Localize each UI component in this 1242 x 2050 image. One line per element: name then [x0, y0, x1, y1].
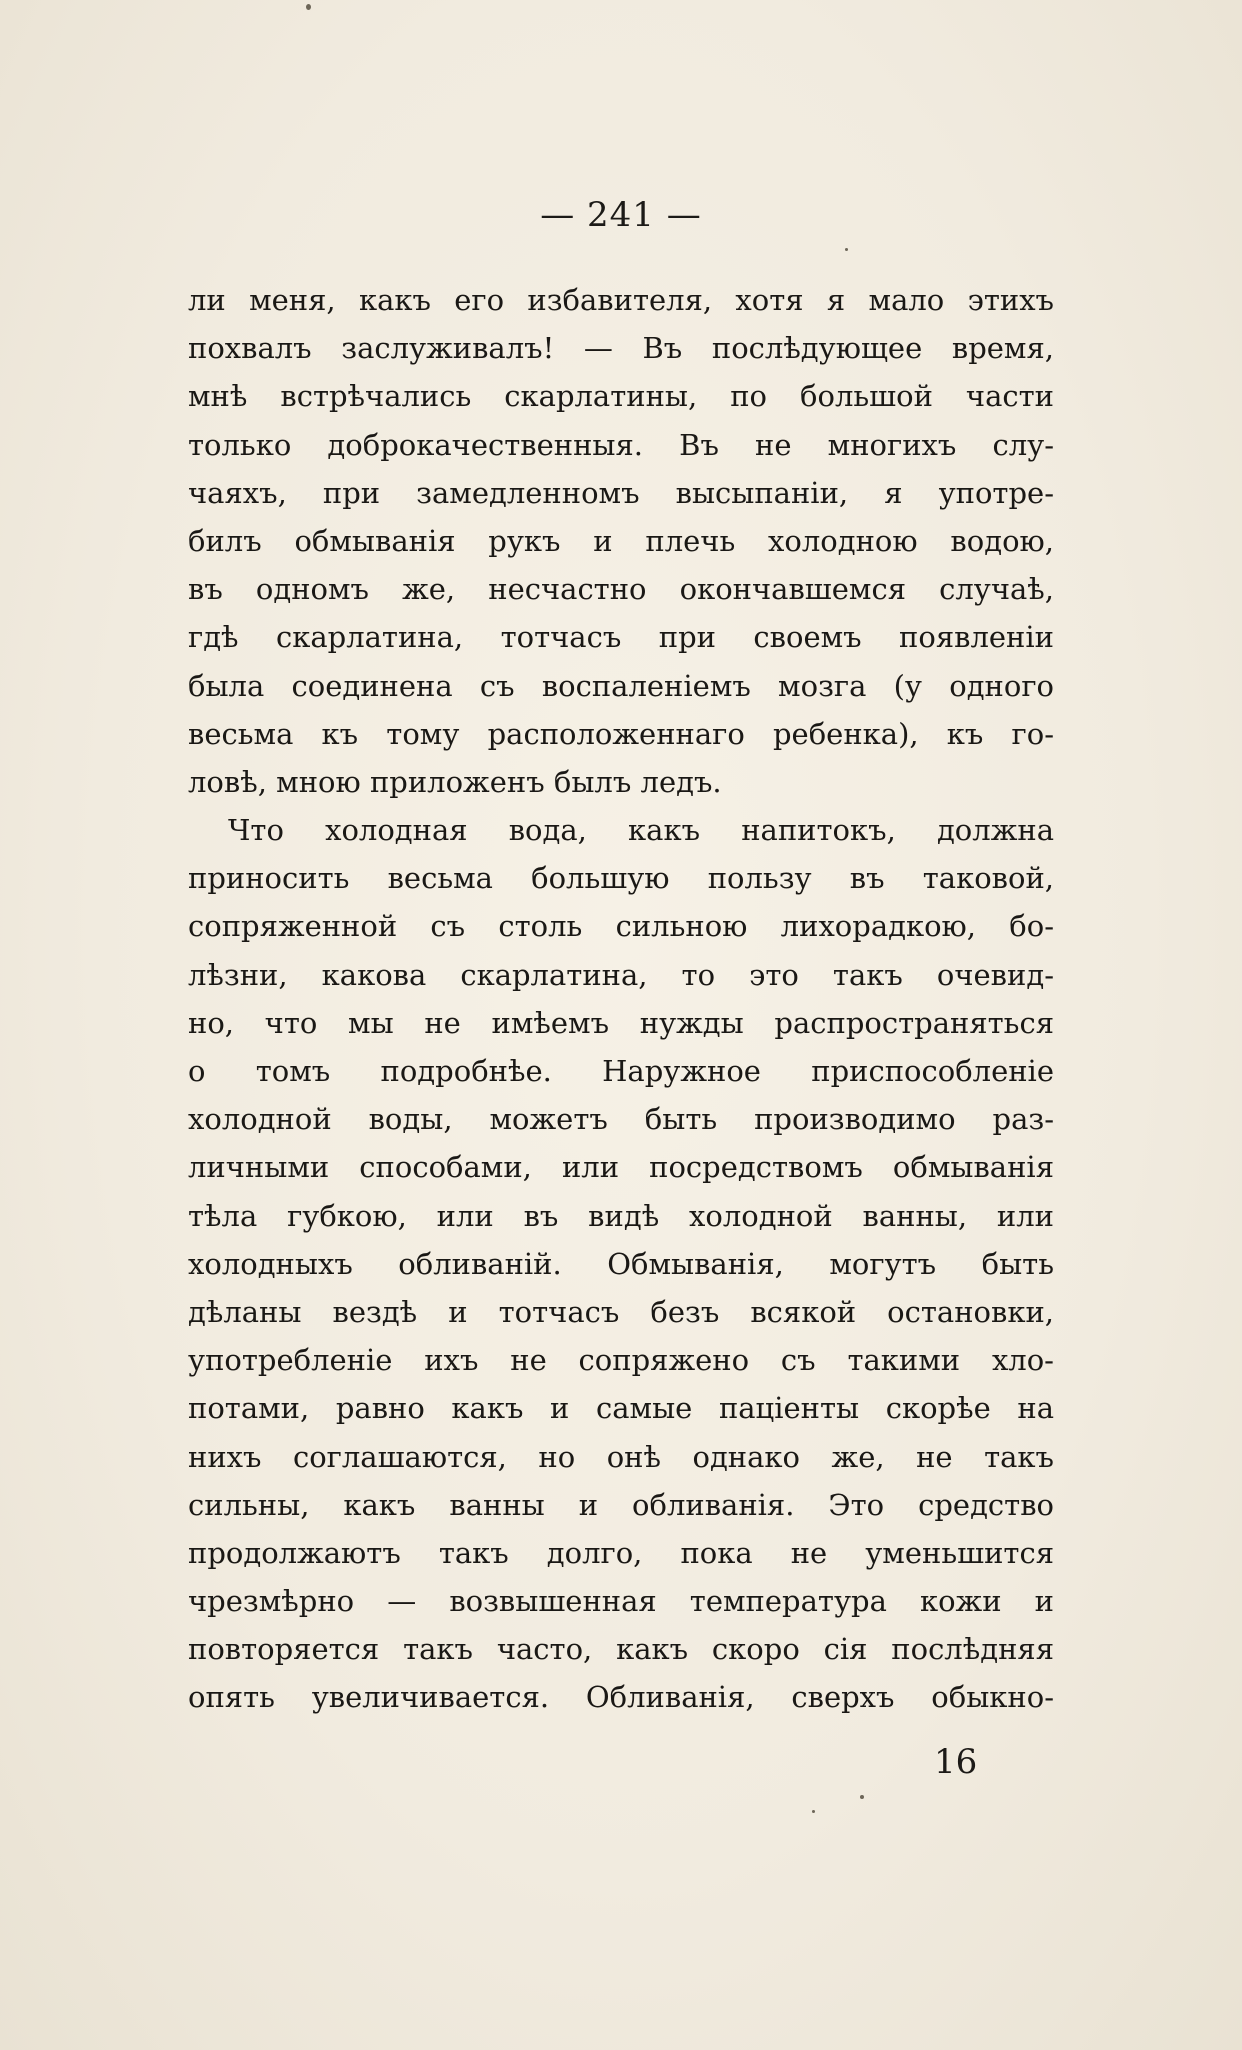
signature-mark: 16: [934, 1742, 978, 1782]
text-line: сильны, какъ ванны и обливанія. Это средство: [188, 1487, 1054, 1522]
paragraph-end-line: ловѣ, мною приложенъ былъ ледъ.: [188, 764, 722, 799]
text-line: холодной воды, можетъ быть производимо раз-: [188, 1102, 1054, 1137]
text-line: мнѣ встрѣчались скарлатины, по большой части: [188, 379, 1054, 414]
paper-speck: [306, 4, 311, 10]
text-line: повторяется такъ часто, какъ скоро сія послѣдняя: [188, 1632, 1054, 1667]
text-line: билъ обмыванія рукъ и плечь холодною водою,: [188, 523, 1054, 558]
text-line: была соединена съ воспаленіемъ мозга (у одного: [188, 668, 1054, 703]
text-line: о томъ подробнѣе. Наружное приспособленіе: [188, 1054, 1054, 1088]
text-line: тѣла губкою, или въ видѣ холодной ванны, или: [188, 1198, 1054, 1233]
text-line: нихъ соглашаются, но онѣ однако же, не такъ: [188, 1439, 1054, 1474]
text-line: сопряженной съ столь сильною лихорадкою, бо-: [188, 909, 1054, 944]
text-line: чаяхъ, при замедленномъ высыпаніи, я употре-: [188, 475, 1054, 510]
text-line: употребленіе ихъ не сопряжено съ такими хло-: [188, 1343, 1054, 1378]
text-line: ли меня, какъ его избавителя, хотя я мало этихъ: [188, 283, 1054, 317]
text-line: потами, равно какъ и самые паціенты скорѣе на: [188, 1391, 1054, 1426]
text-line: лѣзни, какова скарлатина, то это такъ очевид-: [188, 957, 1054, 992]
paper-speck: [845, 248, 848, 251]
text-line: приносить весьма большую пользу въ таковой,: [188, 861, 1054, 896]
paragraph-start-line: Что холодная вода, какъ напитокъ, должна: [228, 813, 1054, 848]
text-line: но, что мы не имѣемъ нужды распространяться: [188, 1005, 1054, 1040]
text-line: холодныхъ обливаній. Обмыванія, могутъ быть: [188, 1246, 1054, 1281]
page-header: — 241 —: [540, 195, 702, 235]
text-line: дѣланы вездѣ и тотчасъ безъ всякой остановки,: [188, 1294, 1054, 1329]
text-line: личными способами, или посредствомъ обмыванія: [188, 1150, 1054, 1185]
text-line: въ одномъ же, несчастно окончавшемся случаѣ,: [188, 572, 1054, 607]
body-text: [188, 276, 1054, 1722]
text-line: только доброкачественныя. Въ не многихъ слу-: [188, 427, 1054, 462]
text-line: гдѣ скарлатина, тотчасъ при своемъ появленіи: [188, 620, 1054, 655]
text-line: чрезмѣрно — возвышенная температура кожи и: [188, 1584, 1054, 1619]
paper-speck: [860, 1795, 864, 1799]
text-line: продолжаютъ такъ долго, пока не уменьшится: [188, 1535, 1054, 1570]
text-line: весьма къ тому расположеннаго ребенка), къ го-: [188, 716, 1054, 751]
text-line: похвалъ заслуживалъ! — Въ послѣдующее время,: [188, 331, 1054, 366]
paper-speck: [812, 1810, 815, 1813]
text-line: опять увеличивается. Обливанія, сверхъ обыкно-: [188, 1680, 1054, 1715]
